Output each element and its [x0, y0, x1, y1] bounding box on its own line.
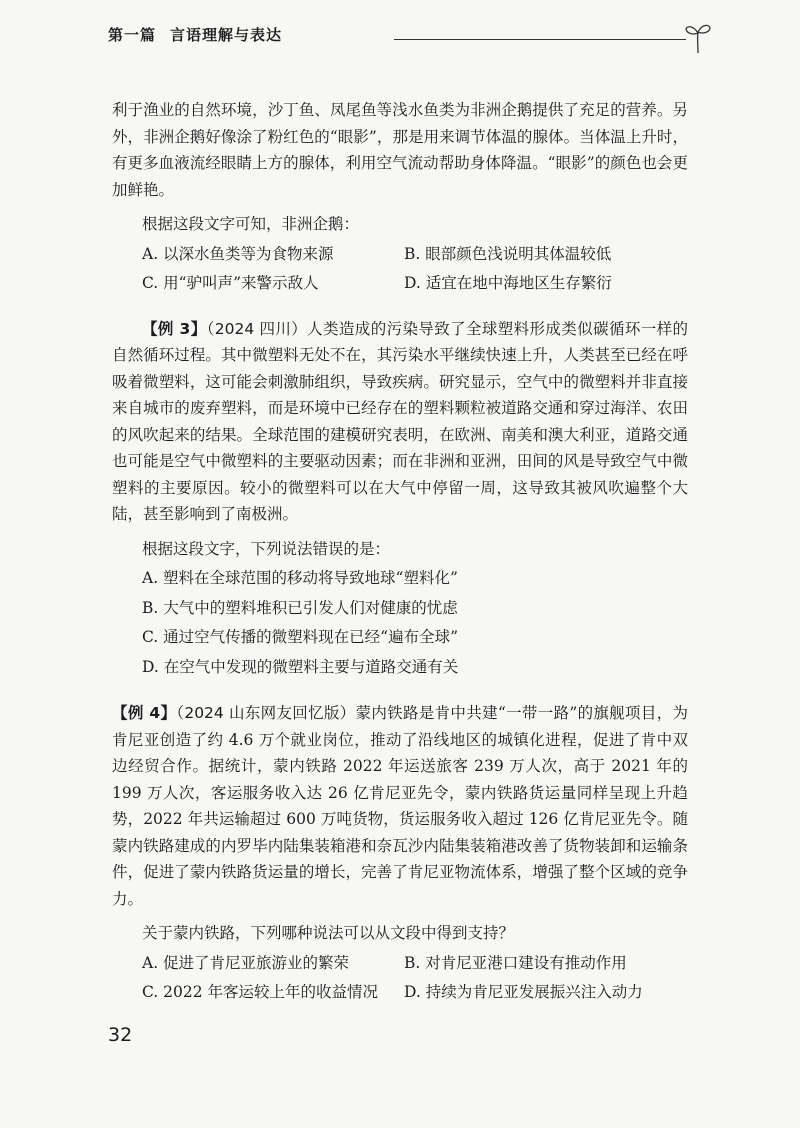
header-rule [394, 39, 686, 40]
example-3-question: 根据这段文字，下列说法错误的是： [142, 539, 391, 558]
example-4-source: （2024 山东网友回忆版） [176, 704, 356, 722]
chapter-heading [108, 24, 282, 45]
option-b: B. 对肯尼亚港口建设有推动作用 [404, 953, 627, 972]
example-4-options [142, 949, 688, 1007]
part-label: 第一篇 [108, 26, 157, 44]
example-3-source: （2024 四川） [206, 319, 308, 338]
example-4-paragraph [112, 700, 688, 912]
intro-paragraph: 利于渔业的自然环境，沙丁鱼、凤尾鱼等浅水鱼类为非洲企鹅提供了充足的营养。另外，非洲企鹅好像涂了粉红色的“眼影”，那是用来调节体温的腺体。当体温上升时，有更多血液流经眼睛上方的腺体，利用空气流动帮助身体降温。“眼影”的颜色也会更加鲜艳。 [112, 101, 688, 199]
example-3-paragraph [112, 316, 688, 528]
option-a: A. 促进了肯尼亚旅游业的繁荣 [142, 953, 350, 972]
example-3-tag: 【例 3】 [142, 319, 207, 338]
page-body [112, 97, 688, 1007]
example-4-question: 关于蒙内铁路，下列哪种说法可以从文段中得到支持？ [142, 924, 515, 942]
example-4-text: 蒙内铁路是肯中共建“一带一路”的旗舰项目，为肯尼亚创造了约 4.6 万个就业岗位，推动了沿线地区的城镇化进程，促进了肯中双边经贸合作。据统计，蒙内铁路 2022 年运送旅客 239 万人次，高于 2021 年的 199 万人次，客运服务收入达 26 亿肯尼亚先令，蒙内铁路货运量同样呈现上升趋势，2022 年共运输超过 600 万吨货物，货运服务收入超过 126 亿肯尼亚先令。随蒙内铁路建成的内罗毕内陆集装箱港和奈瓦沙内陆集装箱港改善了货物装卸和运输条件，促进了蒙内铁路货运量的增长，完善了肯尼亚物流体系，增强了整个区域的竞争力。 [112, 704, 689, 908]
example-3-options [142, 564, 688, 682]
option-c: C. 用“驴叫声”来警示敌人 [142, 273, 319, 292]
intro-question: 根据这段文字可知，非洲企鹅： [142, 215, 360, 233]
example-3-text: 人类造成的污染导致了全球塑料形成类似碳循环一样的自然循环过程。其中微塑料无处不在，其污染水平继续快速上升，人类甚至已经在呼吸着微塑料，这可能会刺激肺组织，导致疾病。研究显示，空气中的微塑料并非直接来自城市的废弃塑料，而是环境中已经存在的塑料颗粒被道路交通和穿过海洋、农田的风吹起来的结果。全球范围的建模研究表明，在欧洲、南美和澳大利亚，道路交通也可能是空气中微塑料的主要驱动因素；而在非洲和亚洲，田间的风是导致空气中微塑料的主要原因。较小的微塑料可以在大气中停留一周，这导致其被风吹遍整个大陆，甚至影响到了南极洲。 [112, 319, 688, 523]
intro-options [142, 240, 688, 298]
option-c: C. 通过空气传播的微塑料现在已经“遍布全球” [142, 628, 459, 646]
option-c: C. 2022 年客运较上年的收益情况 [142, 982, 379, 1001]
option-d: D. 在空气中发现的微塑料主要与道路交通有关 [142, 657, 459, 676]
example-4-tag: 【例 4】 [112, 704, 177, 722]
option-d: D. 适宜在地中海地区生存繁衍 [404, 273, 612, 292]
running-header [108, 24, 712, 54]
option-b: B. 眼部颜色浅说明其体温较低 [404, 244, 612, 263]
sprout-icon [684, 20, 712, 54]
chapter-title: 言语理解与表达 [170, 26, 283, 44]
option-a: A. 以深水鱼类等为食物来源 [142, 244, 334, 263]
page-number: 32 [108, 1024, 133, 1046]
option-b: B. 大气中的塑料堆积已引发人们对健康的忧虑 [142, 598, 458, 617]
option-d: D. 持续为肯尼亚发展振兴注入动力 [404, 982, 643, 1001]
option-a: A. 塑料在全球范围的移动将导致地球“塑料化” [142, 569, 458, 587]
